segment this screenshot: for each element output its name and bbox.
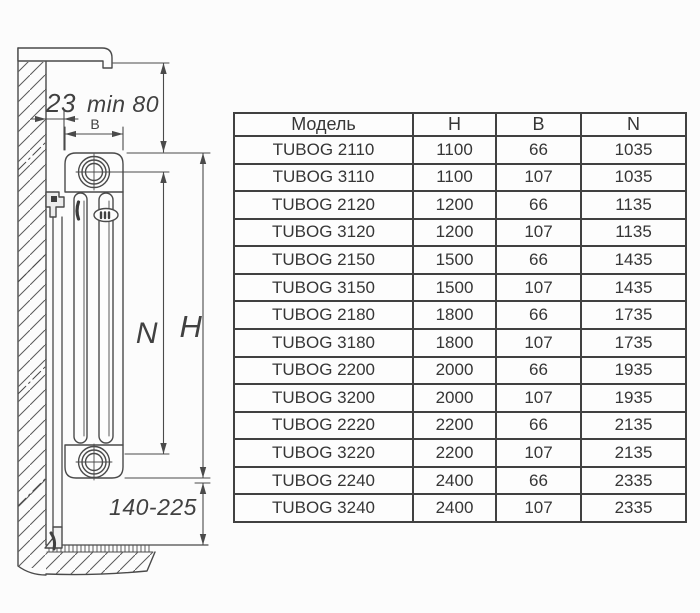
model-cell: TUBOG 2220 (234, 412, 413, 440)
radiator-tube (99, 193, 113, 443)
value-cell: 2400 (413, 467, 496, 495)
value-cell: 107 (496, 219, 581, 247)
table-row (234, 301, 686, 329)
value-cell: 66 (496, 467, 581, 495)
value-cell: 1135 (581, 219, 686, 247)
value-cell: 1100 (413, 136, 496, 164)
floor-strip (47, 546, 153, 553)
table-row (234, 246, 686, 274)
model-cell: TUBOG 2200 (234, 357, 413, 385)
table-row (234, 494, 686, 522)
value-cell: 1035 (581, 164, 686, 192)
value-cell: 1435 (581, 246, 686, 274)
value-cell: 107 (496, 329, 581, 357)
floor-stand-post (53, 217, 62, 527)
model-cell: TUBOG 3200 (234, 384, 413, 412)
header-row (234, 113, 686, 136)
model-cell: TUBOG 3180 (234, 329, 413, 357)
column-header: N (581, 113, 686, 136)
column-header: Модель (234, 113, 413, 136)
column-header: H (413, 113, 496, 136)
value-cell: 107 (496, 274, 581, 302)
value-cell: 66 (496, 301, 581, 329)
column-header: B (496, 113, 581, 136)
table-row (234, 439, 686, 467)
value-cell: 1735 (581, 301, 686, 329)
model-cell: TUBOG 3110 (234, 164, 413, 192)
dim-label-floor-clearance: 140-225 (109, 494, 197, 520)
value-cell: 66 (496, 136, 581, 164)
model-cell: TUBOG 2180 (234, 301, 413, 329)
value-cell: 1200 (413, 191, 496, 219)
value-cell: 1435 (581, 274, 686, 302)
table-row (234, 467, 686, 495)
value-cell: 2135 (581, 412, 686, 440)
radiator-spec-table (233, 112, 687, 523)
value-cell: 2200 (413, 439, 496, 467)
model-cell: TUBOG 3120 (234, 219, 413, 247)
value-cell: 2335 (581, 494, 686, 522)
model-cell: TUBOG 3240 (234, 494, 413, 522)
model-cell: TUBOG 2150 (234, 246, 413, 274)
value-cell: 1800 (413, 329, 496, 357)
value-cell: 2400 (413, 494, 496, 522)
value-cell: 1935 (581, 384, 686, 412)
value-cell: 107 (496, 164, 581, 192)
table-row (234, 164, 686, 192)
value-cell: 1035 (581, 136, 686, 164)
dim-label-depth: B (90, 116, 100, 132)
value-cell: 107 (496, 439, 581, 467)
value-cell: 1100 (413, 164, 496, 192)
table-row (234, 357, 686, 385)
value-cell: 1200 (413, 219, 496, 247)
value-cell: 107 (496, 384, 581, 412)
table-row (234, 191, 686, 219)
value-cell: 107 (496, 494, 581, 522)
table-row (234, 219, 686, 247)
value-cell: 1500 (413, 274, 496, 302)
value-cell: 2200 (413, 412, 496, 440)
wall-bracket-icon (46, 192, 64, 217)
table-row (234, 329, 686, 357)
value-cell: 1135 (581, 191, 686, 219)
table-row (234, 412, 686, 440)
value-cell: 2000 (413, 357, 496, 385)
table-row (234, 384, 686, 412)
dim-label-height: H (179, 309, 203, 344)
radiator-tube (74, 193, 87, 443)
model-cell: TUBOG 2110 (234, 136, 413, 164)
value-cell: 66 (496, 357, 581, 385)
value-cell: 66 (496, 191, 581, 219)
value-cell: 66 (496, 412, 581, 440)
dim-label-axis-distance: N (135, 317, 159, 350)
value-cell: 1800 (413, 301, 496, 329)
value-cell: 1935 (581, 357, 686, 385)
model-cell: TUBOG 3220 (234, 439, 413, 467)
model-cell: TUBOG 2120 (234, 191, 413, 219)
dim-label-min-clearance: min 80 (86, 91, 160, 117)
value-cell: 1500 (413, 246, 496, 274)
value-cell: 2000 (413, 384, 496, 412)
table-row (234, 136, 686, 164)
value-cell: 1735 (581, 329, 686, 357)
model-cell: TUBOG 2240 (234, 467, 413, 495)
dim-label-wall-gap: 23 (46, 88, 76, 118)
value-cell: 2335 (581, 467, 686, 495)
table-row (234, 274, 686, 302)
value-cell: 66 (496, 246, 581, 274)
wall-hatch (19, 62, 46, 568)
model-cell: TUBOG 3150 (234, 274, 413, 302)
value-cell: 2135 (581, 439, 686, 467)
